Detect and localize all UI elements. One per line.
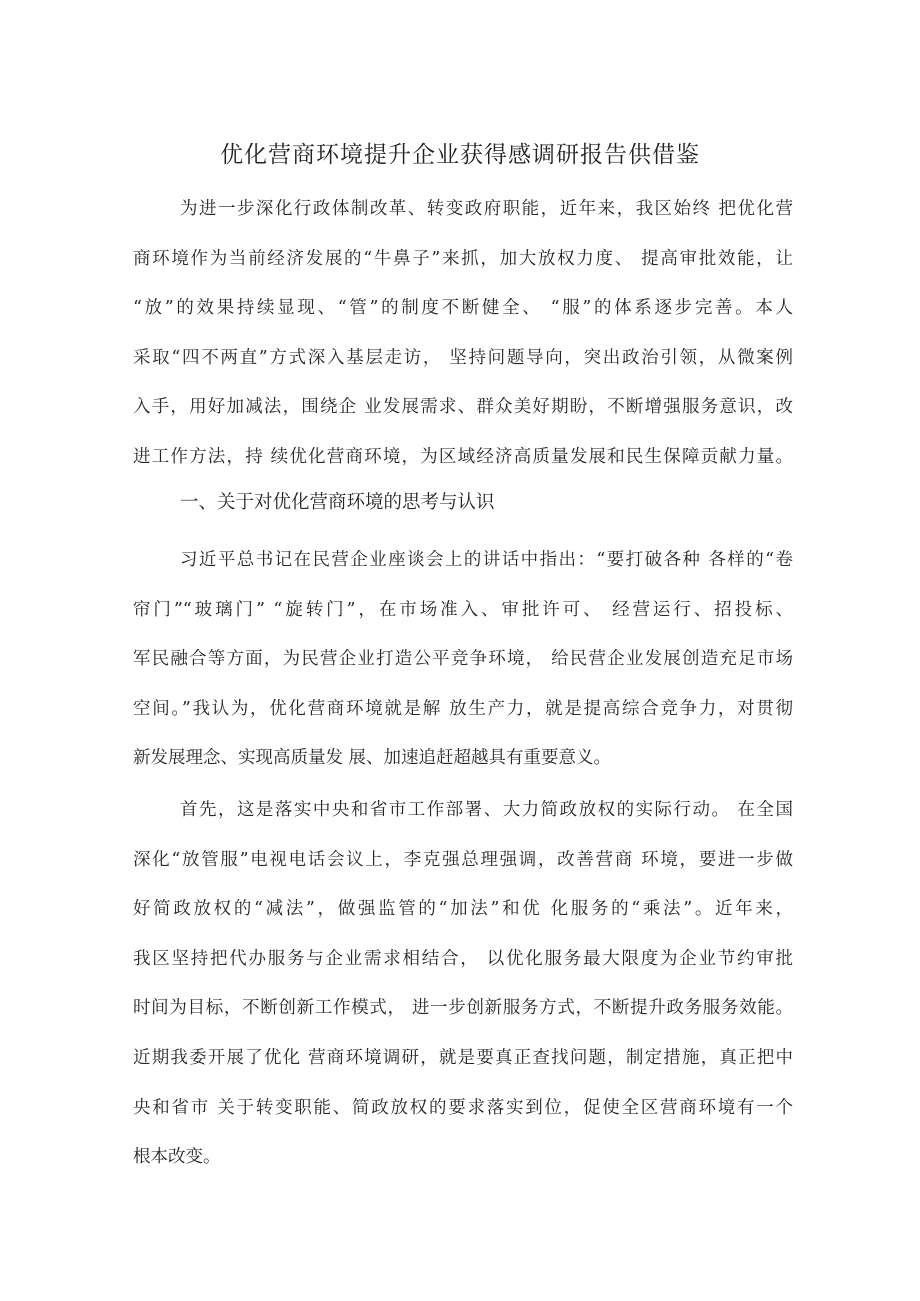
paragraph-line: 军民融合等方面，为民营企业打造公平竞争环境， 给民营企业发展创造充足市场	[133, 649, 793, 670]
paragraph-speech	[133, 548, 793, 796]
paragraph-line: 深化“放管服”电视电话会议上，李克强总理强调，改善营商 环境，要进一步做	[133, 849, 793, 870]
paragraph-line: “放”的效果持续显现、“管”的制度不断健全、 “服”的体系逐步完善。本人	[133, 298, 793, 319]
paragraph-line: 时间为目标，不断创新工作模式， 进一步创新服务方式，不断提升政务服务效能。	[133, 998, 793, 1019]
document-title: 优化营商环境提升企业获得感调研报告供借鉴	[220, 142, 700, 168]
paragraph-line: 新发展理念、实现高质量发 展、加速追赶超越具有重要意义。	[133, 748, 612, 769]
paragraph-line: 采取“四不两直”方式深入基层走访， 坚持问题导向，突出政治引领，从微案例	[133, 347, 793, 368]
paragraph-first-point	[133, 798, 793, 1195]
section-heading: 一、关于对优化营商环境的思考与认识	[180, 492, 495, 513]
paragraph-line: 商环境作为当前经济发展的“牛鼻子”来抓，加大放权力度、 提高审批效能，让	[133, 248, 793, 269]
paragraph-line: 入手，用好加减法，围绕企 业发展需求、群众美好期盼，不断增强服务意识，改	[133, 397, 793, 418]
paragraph-line: 习近平总书记在民营企业座谈会上的讲话中指出：“要打破各种 各样的“卷	[180, 550, 793, 570]
paragraph-line: 根本改变。	[133, 1147, 221, 1168]
paragraph-intro	[133, 197, 793, 495]
paragraph-line: 央和省市 关于转变职能、简政放权的要求落实到位，促使全区营商环境有一个	[133, 1097, 793, 1118]
paragraph-line: 我区坚持把代办服务与企业需求相结合， 以优化服务最大限度为企业节约审批	[133, 948, 793, 969]
paragraph-line: 近期我委开展了优化 营商环境调研，就是要真正查找问题，制定措施，真正把中	[133, 1047, 793, 1068]
paragraph-line: 帘门”“玻璃门” “旋转门”，在市场准入、审批许可、 经营运行、招投标、	[133, 599, 793, 620]
paragraph-line: 进工作方法，持 续优化营商环境，为区域经济高质量发展和民生保障贡献力量。	[133, 446, 793, 467]
paragraph-line: 为进一步深化行政体制改革、转变政府职能，近年来，我区始终 把优化营	[180, 199, 793, 219]
paragraph-line: 空间。”我认为，优化营商环境就是解 放生产力，就是提高综合竞争力，对贯彻	[133, 698, 793, 719]
paragraph-line: 好简政放权的“减法”，做强监管的“加法”和优 化服务的“乘法”。近年来，	[133, 899, 793, 920]
paragraph-line: 首先，这是落实中央和省市工作部署、大力简政放权的实际行动。 在全国	[180, 800, 793, 820]
